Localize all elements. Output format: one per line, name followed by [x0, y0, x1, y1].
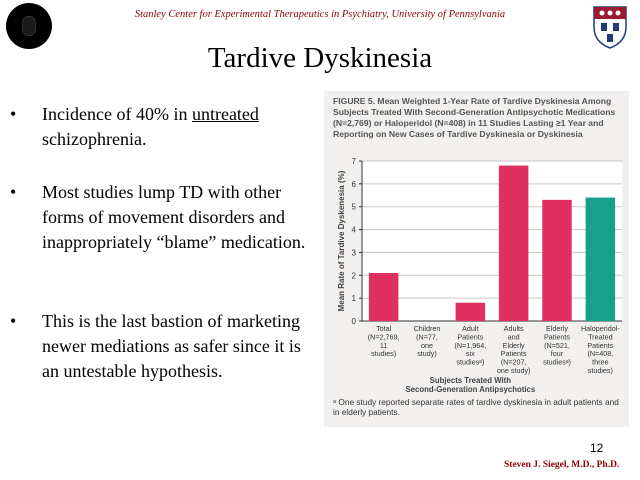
bar-chart [324, 153, 629, 398]
y-tick-label: 0 [351, 317, 356, 326]
author-credit: Steven J. Siegel, M.D., Ph.D. [504, 460, 620, 470]
y-tick-label: 5 [351, 202, 356, 212]
x-category-label: Adults and Elderly Patients (N=207, one study) [496, 324, 531, 375]
bullet-dot: • [10, 104, 17, 124]
y-tick-label: 4 [351, 225, 356, 235]
institution-header: Stanley Center for Experimental Therapeutics in Psychiatry, University of Pennsylvania [134, 9, 506, 20]
y-tick-label: 2 [351, 271, 356, 281]
x-category-label: Haloperidol-Treated Patients (N=408, three studies) [580, 324, 620, 375]
bar [542, 200, 571, 321]
y-tick-label: 7 [351, 157, 356, 166]
y-tick-label: 6 [351, 179, 356, 189]
bar [499, 166, 528, 321]
x-category-label: Adult Patients (N=1,964, six studiesᵃ) [454, 324, 487, 367]
x-axis-label: Subjects Treated With Second-Generation Antipsychotics [405, 376, 536, 394]
bullet-dot: • [10, 182, 17, 202]
figure-footnote: ᵃ One study reported separate rates of tardive dyskinesia in adult patients and in elderly patients. [333, 397, 619, 417]
x-category-label: Children (N=77, one study) [413, 324, 441, 359]
bar [586, 198, 615, 321]
bar [369, 273, 398, 321]
bar [456, 303, 485, 321]
underlined-word: untreated [191, 104, 259, 124]
x-category-label: Total (N=2,769, 11 studies) [367, 324, 400, 359]
x-category-label: Elderly Patients (N=521, four studiesᵃ) [543, 324, 571, 367]
figure-panel [324, 91, 629, 427]
y-tick-label: 1 [351, 294, 356, 304]
slide-title: Tardive Dyskinesia [207, 42, 433, 74]
figure-caption: FIGURE 5. Mean Weighted 1-Year Rate of Tardive Dyskinesia Among Subjects Treated With Second-Generation Antipsychotic Medications (N=2,769) or Haloperidol (N=408) in 11 Studies Lasting ≥1 Year and Reporting on New Cases of Tardive Dyskinesia or Dyskinesia [333, 96, 616, 139]
plot-area [362, 161, 622, 321]
page-number: 12 [590, 441, 604, 455]
y-tick-label: 3 [351, 248, 356, 258]
bullet-dot: • [10, 311, 17, 331]
y-axis-label: Mean Rate of Tardive Dyskenesia (%) [337, 170, 346, 312]
